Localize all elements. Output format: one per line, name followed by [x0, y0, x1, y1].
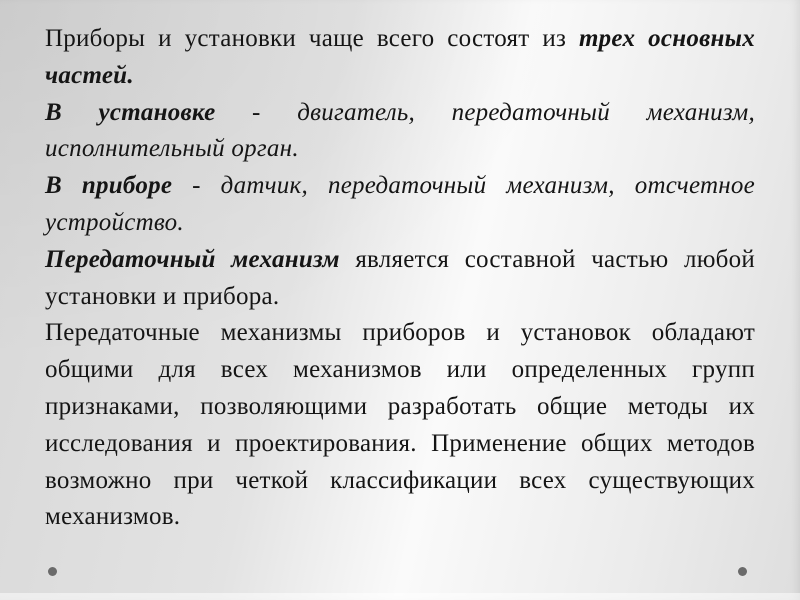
text-segment: Передаточный механизм — [45, 245, 340, 273]
text-line — [45, 279, 755, 316]
text-segment: механизмов. — [45, 503, 181, 531]
text-line — [45, 21, 755, 58]
paragraph — [45, 242, 755, 316]
text-line — [45, 242, 755, 279]
decoration-dot-left — [48, 567, 57, 576]
text-segment: трех основных — [578, 25, 755, 52]
text-segment: общими для всех механизмов или определенных групп — [45, 356, 755, 384]
text-line — [45, 168, 755, 205]
text-segment: является составной частью любой — [339, 245, 755, 273]
text-segment: установки и прибора. — [45, 282, 280, 310]
text-segment: исполнительный орган. — [45, 135, 299, 163]
text-segment: В приборе — [45, 172, 173, 200]
text-line — [45, 315, 755, 352]
text-line — [45, 499, 755, 536]
text-line — [45, 389, 755, 426]
text-segment: Передаточные механизмы приборов и установок обладают — [45, 319, 755, 347]
text-segment: Приборы и установки чаще всего состоят из — [45, 25, 579, 52]
text-line — [45, 95, 755, 132]
text-segment: датчик, передаточный механизм, отсчетное — [220, 172, 756, 200]
text-segment: - — [215, 98, 298, 126]
text-segment: признаками, позволяющими разработать общие методы их — [45, 392, 755, 420]
text-line — [45, 58, 755, 95]
decoration-dot-right — [738, 567, 747, 576]
paragraph — [45, 21, 755, 95]
text-segment: частей. — [45, 61, 134, 89]
text-segment: возможно при четкой классификации всех существующих — [45, 466, 755, 494]
text-segment: - — [172, 172, 221, 200]
text-segment: устройство. — [45, 208, 184, 236]
text-segment: В установке — [45, 98, 216, 126]
text-segment: двигатель, передаточный механизм, — [297, 98, 756, 126]
paragraph — [45, 168, 755, 242]
text-line — [45, 131, 755, 168]
paragraph — [45, 315, 755, 536]
text-line — [45, 205, 755, 242]
paragraph — [45, 95, 755, 169]
text-line — [45, 463, 755, 500]
text-line — [45, 352, 755, 389]
slide-text — [45, 21, 755, 536]
text-segment: исследования и проектирования. Применение общих методов — [45, 429, 755, 457]
text-line — [45, 426, 755, 463]
